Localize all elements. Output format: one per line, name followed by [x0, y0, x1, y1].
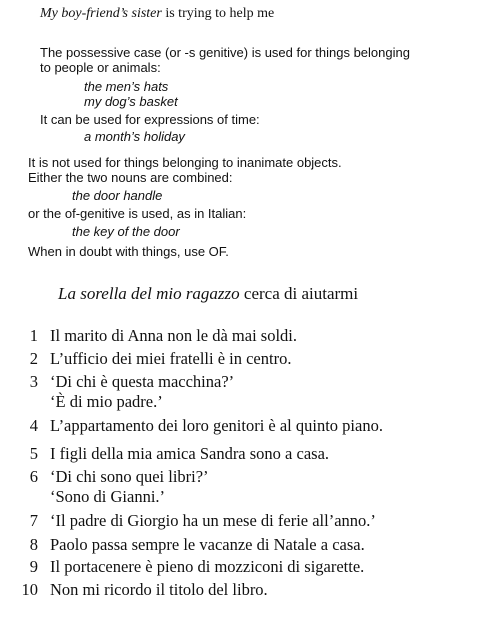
exercise-sentence: ‘Di chi sono quei libri?’	[50, 467, 209, 486]
exercise-number: 2	[29, 349, 38, 368]
exercise-number: 8	[29, 535, 38, 554]
example-phrase: the door handle	[72, 188, 163, 203]
exercise-sentence: ‘È di mio padre.’	[50, 392, 163, 411]
exercise-sentence: Non mi ricordo il titolo del libro.	[50, 580, 268, 599]
exercise-number: 4	[29, 416, 38, 435]
rule-line: to people or animals:	[40, 60, 161, 75]
rule-line: It is not used for things belonging to inanimate objects.	[28, 155, 342, 170]
exercise-sentence: Il marito di Anna non le dà mai soldi.	[50, 326, 298, 345]
exercise-sentence: Il portacenere è pieno di mozziconi di sigarette.	[50, 557, 365, 576]
exercise-number: 7	[29, 511, 38, 530]
exercise-sentence: L’ufficio dei miei fratelli è in centro.	[50, 349, 292, 368]
exercise-sentence: Paolo passa sempre le vacanze di Natale a casa.	[50, 535, 365, 554]
rule-line: or the of-genitive is used, as in Italian:	[28, 206, 247, 221]
italian-heading-italic-part: La sorella del mio ragazzo	[58, 284, 240, 303]
example-phrase: the men’s hats	[84, 79, 169, 94]
english-heading	[40, 6, 274, 22]
exercise-sentence: I figli della mia amica Sandra sono a casa.	[50, 444, 330, 463]
rule-line: It can be used for expressions of time:	[40, 112, 260, 127]
example-phrase: the key of the door	[72, 224, 180, 239]
rule-line: When in doubt with things, use OF.	[28, 244, 229, 259]
exercise-number: 1	[29, 326, 38, 345]
heading-rest: is trying to help me	[161, 6, 275, 21]
exercise-sentence: L’appartamento dei loro genitori è al quinto piano.	[50, 416, 383, 435]
exercise-number: 10	[21, 580, 38, 599]
exercise-number: 5	[29, 444, 38, 463]
italian-heading	[58, 284, 358, 304]
exercise-sentence: ‘Sono di Gianni.’	[50, 487, 166, 506]
example-phrase: a month’s holiday	[84, 129, 185, 144]
exercise-number: 9	[29, 557, 38, 576]
heading-italic-part: My boy-friend’s sister	[40, 6, 162, 21]
exercise-number: 6	[29, 467, 38, 486]
exercise-sentence: ‘Il padre di Giorgio ha un mese di ferie all’anno.’	[50, 511, 376, 530]
exercise-number: 3	[29, 372, 38, 391]
example-phrase: my dog’s basket	[84, 94, 178, 109]
rule-line: Either the two nouns are combined:	[28, 170, 233, 185]
italian-heading-rest: cerca di aiutarmi	[239, 284, 359, 303]
exercise-sentence: ‘Di chi è questa macchina?’	[50, 372, 235, 391]
rule-line: The possessive case (or -s genitive) is used for things belonging	[40, 45, 410, 60]
